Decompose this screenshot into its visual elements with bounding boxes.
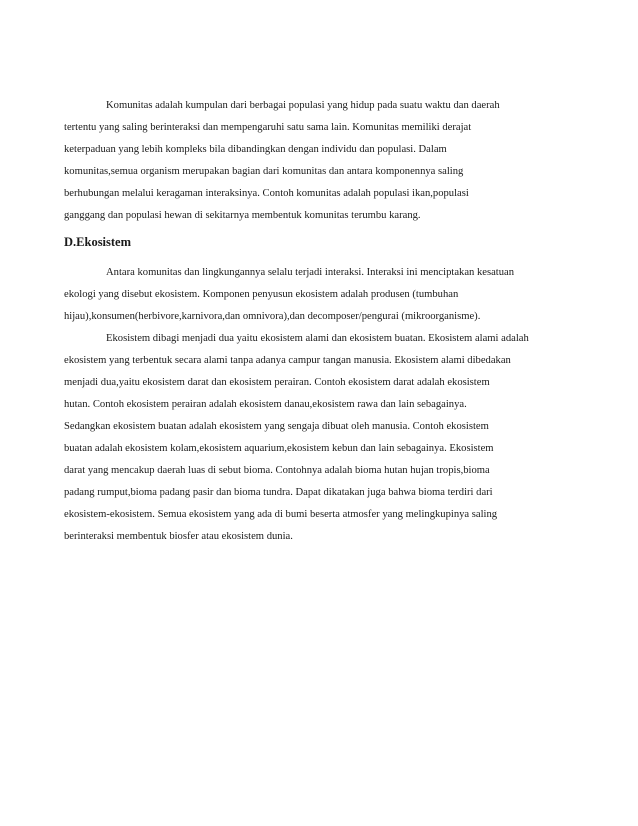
paragraph-komunitas	[64, 95, 564, 227]
paragraph-line: tertentu yang saling berinteraksi dan mempengaruhi satu sama lain. Komunitas memiliki derajat	[64, 122, 472, 133]
paragraph-ekosistem-types	[64, 328, 564, 548]
paragraph-line: ekosistem-ekosistem. Semua ekosistem yang ada di bumi beserta atmosfer yang melingkupinya saling	[64, 509, 498, 520]
paragraph-line: Sedangkan ekosistem buatan adalah ekosistem yang sengaja dibuat oleh manusia. Contoh ekosistem	[64, 421, 489, 432]
paragraph-ekosistem-intro	[64, 262, 564, 328]
paragraph-line: ekologi yang disebut ekosistem. Komponen penyusun ekosistem adalah produsen (tumbuhan	[64, 289, 459, 300]
paragraph-line: berhubungan melalui keragaman interaksinya. Contoh komunitas adalah populasi ikan,populasi	[64, 188, 469, 199]
paragraph-line: Ekosistem dibagi menjadi dua yaitu ekosistem alami dan ekosistem buatan. Ekosistem alami adalah	[106, 333, 529, 344]
paragraph-line: hijau),konsumen(herbivore,karnivora,dan omnivora),dan decomposer/pengurai (mikroorganisme).	[64, 311, 481, 322]
paragraph-line: ekosistem yang terbentuk secara alami tanpa adanya campur tangan manusia. Ekosistem alami dibedakan	[64, 355, 511, 366]
paragraph-line: darat yang mencakup daerah luas di sebut bioma. Contohnya adalah bioma hutan hujan tropis,bioma	[64, 465, 490, 476]
paragraph-line: buatan adalah ekosistem kolam,ekosistem aquarium,ekosistem kebun dan lain sebagainya. Ekosistem	[64, 443, 494, 454]
paragraph-line: ganggang dan populasi hewan di sekitarnya membentuk komunitas terumbu karang.	[64, 210, 421, 221]
paragraph-line: komunitas,semua organism merupakan bagian dari komunitas dan antara komponennya saling	[64, 166, 464, 177]
paragraph-line: Antara komunitas dan lingkungannya selalu terjadi interaksi. Interaksi ini menciptakan kesatuan	[106, 267, 515, 278]
paragraph-line: hutan. Contoh ekosistem perairan adalah ekosistem danau,ekosistem rawa dan lain sebagainya.	[64, 399, 467, 410]
paragraph-line: berinteraksi membentuk biosfer atau ekosistem dunia.	[64, 531, 293, 542]
paragraph-line: padang rumput,bioma padang pasir dan bioma tundra. Dapat dikatakan juga bahwa bioma terdiri dari	[64, 487, 493, 498]
paragraph-line: keterpaduan yang lebih kompleks bila dibandingkan dengan individu dan populasi. Dalam	[64, 144, 447, 155]
paragraph-line: Komunitas adalah kumpulan dari berbagai populasi yang hidup pada suatu waktu dan daerah	[106, 100, 500, 111]
paragraph-line: menjadi dua,yaitu ekosistem darat dan ekosistem perairan. Contoh ekosistem darat adalah ekosistem	[64, 377, 490, 388]
section-heading: D.Ekosistem	[64, 235, 132, 249]
